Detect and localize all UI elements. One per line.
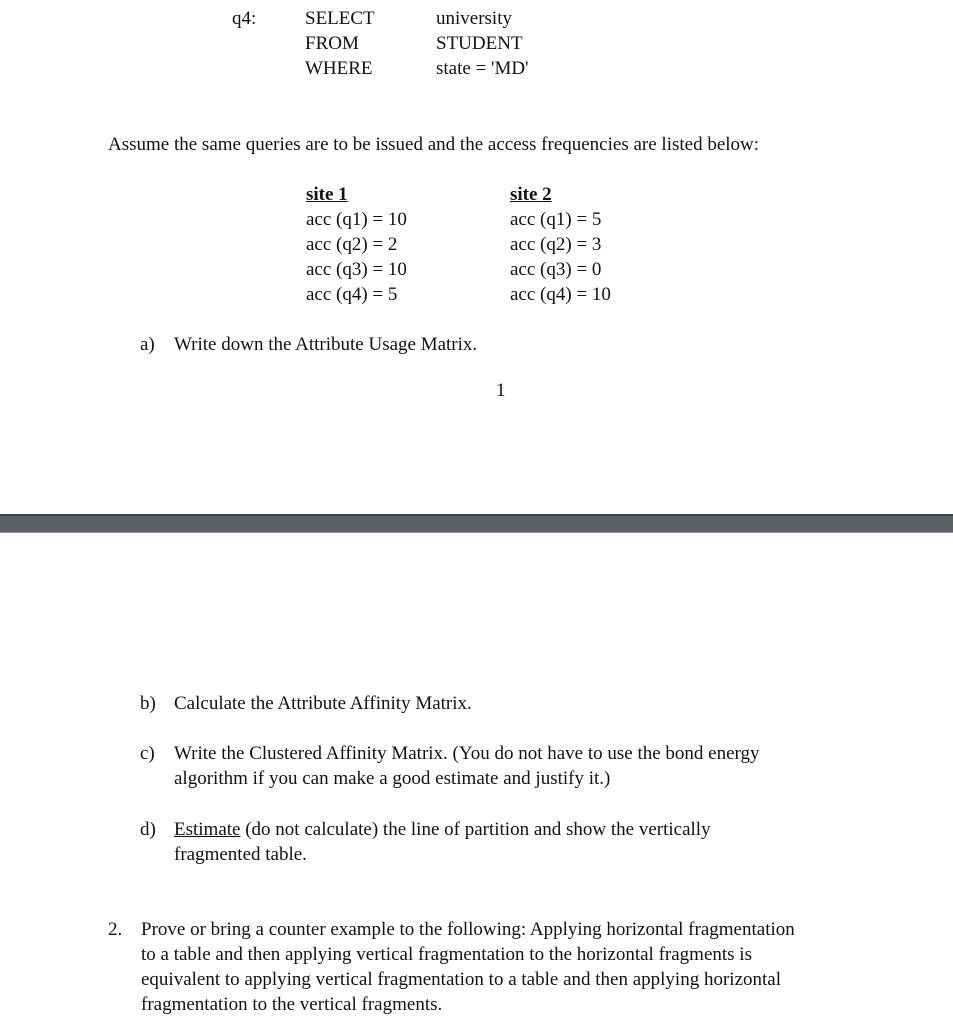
part-a-marker: a)	[140, 334, 155, 355]
site-2-row: acc (q2) = 3	[510, 234, 602, 255]
site-2-row: acc (q3) = 0	[510, 259, 602, 280]
part-c-line-1: Write the Clustered Affinity Matrix. (You do not have to use the bond energy	[174, 743, 760, 764]
part-d-marker: d)	[140, 819, 156, 840]
part-b-text: Calculate the Attribute Affinity Matrix.	[174, 693, 472, 714]
page-number: 1	[496, 380, 506, 401]
part-c-line-2: algorithm if you can make a good estimate and justify it.)	[174, 768, 611, 789]
part-d-line-2: fragmented table.	[174, 844, 307, 865]
sql-keyword-from: FROM	[305, 33, 359, 54]
part-d-estimate: Estimate	[174, 819, 241, 840]
sql-keyword-select: SELECT	[305, 8, 375, 29]
question-2-line: equivalent to applying vertical fragmentation to a table and then applying horizontal	[141, 969, 781, 990]
site-2-row: acc (q4) = 10	[510, 284, 611, 305]
query-label: q4:	[232, 8, 257, 29]
part-b-marker: b)	[140, 693, 156, 714]
question-2-marker: 2.	[108, 919, 123, 940]
site-1-row: acc (q2) = 2	[306, 234, 398, 255]
assume-text: Assume the same queries are to be issued and the access frequencies are listed below:	[108, 134, 760, 155]
site-1-row: acc (q4) = 5	[306, 284, 398, 305]
sql-value-from: STUDENT	[436, 33, 523, 54]
part-a-text: Write down the Attribute Usage Matrix.	[174, 334, 478, 355]
part-c-marker: c)	[140, 743, 155, 764]
question-2-line: fragmentation to the vertical fragments.	[141, 994, 443, 1015]
site-2-title: site 2	[510, 184, 552, 205]
page-divider	[0, 514, 953, 533]
question-2-line: to a table and then applying vertical fragmentation to the horizontal fragments is	[141, 944, 752, 965]
site-2-row: acc (q1) = 5	[510, 209, 602, 230]
site-1-title: site 1	[306, 184, 348, 205]
sql-value-select: university	[436, 8, 512, 29]
part-d-line-1-rest: (do not calculate) the line of partition and show the vertically	[240, 819, 711, 840]
site-1-row: acc (q1) = 10	[306, 209, 407, 230]
sql-value-where: state = 'MD'	[436, 58, 529, 79]
question-2-line: Prove or bring a counter example to the following: Applying horizontal fragmentation	[141, 919, 795, 940]
part-d-line-1	[174, 817, 711, 842]
sql-keyword-where: WHERE	[305, 58, 373, 79]
site-1-row: acc (q3) = 10	[306, 259, 407, 280]
